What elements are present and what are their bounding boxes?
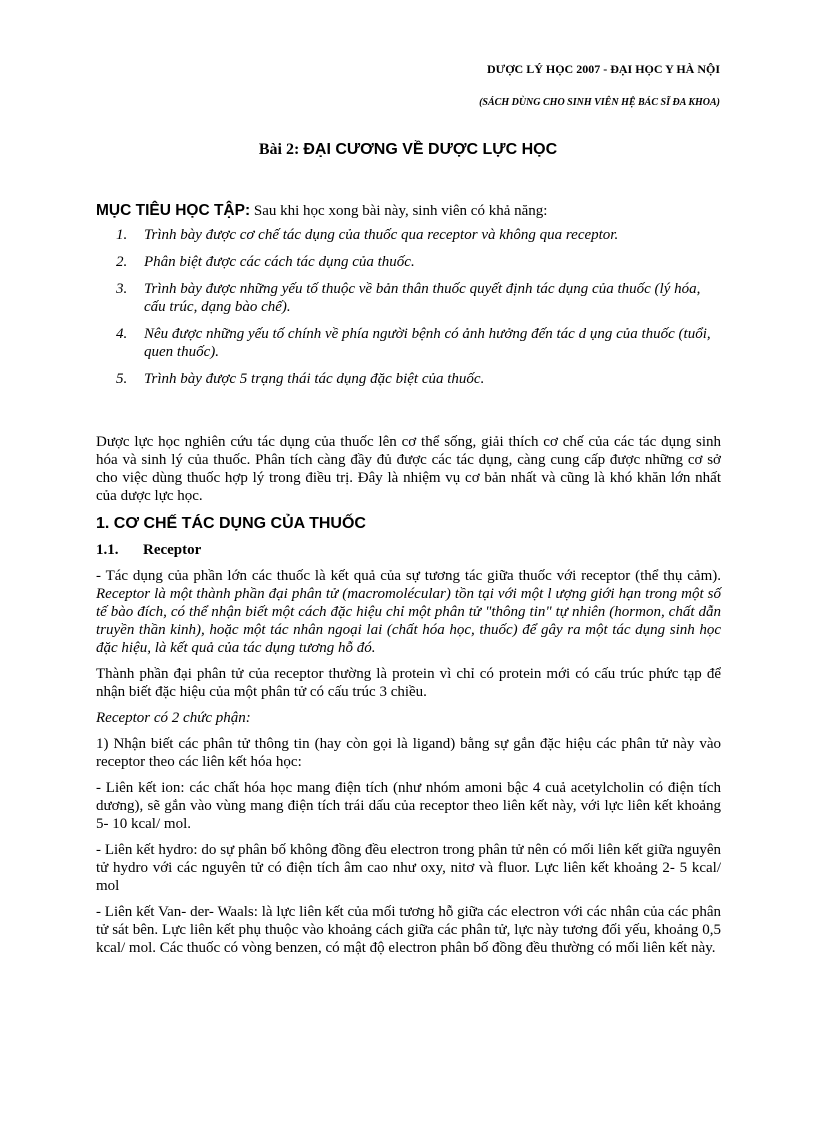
paragraph-hydrogen-bond: - Liên kết hydro: do sự phân bố không đồng đều electron trong phân tử nên có mối liên kết giữa nguyên tử hydro với các nguyên tử có điện tích âm cao như oxy, nitơ và fluor. Lực liên kết khoảng 2- 5 kcal/ mol — [96, 842, 721, 894]
paragraph-van-der-waals: - Liên kết Van- der- Waals: là lực liên kết của mối tương hỗ giữa các electron với các nhân của các phân tử sát bên. Lực liên kết phụ thuộc vào khoảng cách giữa các phân tử, lực này tương đối yếu, khoảng 0,5 kcal/ mol. Các thuốc có vòng benzen, có mật độ electron phân bố đồng đều thường có mối liên kết này. — [96, 904, 721, 956]
title-text: ĐẠI CƯƠNG VỀ DƯỢC LỰC HỌC — [303, 141, 558, 158]
objectives-lead: Sau khi học xong bài này, sinh viên có khả năng: — [250, 203, 548, 219]
paragraph-italic-text: Receptor là một thành phần đại phân tử (macromolécular) tồn tại với một l ượng giới hạn trong một số tế bào đích, có thể nhận biết một cách đặc hiệu chỉ một phân tử "thông tin" tự nhiên (hormon, chất dẫn truyền thần kinh), hoặc một tác nhân ngoại lai (chất hóa học, thuốc) để gây ra một tác dụng sinh học đặc hiệu, là kết quả của tác dụng tương hỗ đó. — [96, 586, 721, 656]
objectives-heading: MỤC TIÊU HỌC TẬP: — [96, 202, 251, 219]
page-title — [0, 141, 816, 159]
intro-paragraph: Dược lực học nghiên cứu tác dụng của thuốc lên cơ thể sống, giải thích cơ chế của các tác dụng sinh hóa và sinh lý của thuốc. Phân tích càng đầy đủ được các tác dụng, càng cung cấp được những cơ sở cho việc dùng thuốc hợp lý trong điều trị. Đây là nhiệm vụ cơ bản nhất và cũng là khó khăn lớn nhất của dược lực học. — [96, 434, 721, 504]
list-item — [96, 226, 721, 244]
list-item — [96, 325, 721, 361]
list-item-text: Trình bày được những yếu tố thuộc về bản thân thuốc quyết định tác dụng của thuốc (lý hóa, cấu trúc, dạng bào chế). — [144, 281, 701, 315]
paragraph-protein: Thành phần đại phân tử của receptor thường là protein vì chỉ có protein mới có cấu trúc phức tạp để nhận biết đặc hiệu của một phân tử có cấu trúc 3 chiều. — [96, 666, 721, 700]
subsection-number: 1.1. — [96, 542, 119, 558]
objectives-list — [96, 226, 721, 388]
book-header: DƯỢC LÝ HỌC 2007 - ĐẠI HỌC Y HÀ NỘI — [487, 62, 720, 76]
subsection-heading — [96, 541, 721, 559]
book-subheader: (SÁCH DÙNG CHO SINH VIÊN HỆ BÁC SĨ ĐA KHOA) — [479, 97, 720, 108]
section-heading: 1. CƠ CHẾ TÁC DỤNG CỦA THUỐC — [96, 515, 366, 532]
list-item-text: Trình bày được 5 trạng thái tác dụng đặc biệt của thuốc. — [144, 371, 485, 387]
paragraph-ligand: 1) Nhận biết các phân tử thông tin (hay còn gọi là ligand) bằng sự gắn đặc hiệu các phân tử này vào receptor theo các liên kết hóa học: — [96, 736, 721, 770]
paragraph-functions: Receptor có 2 chức phận: — [96, 710, 251, 726]
paragraph-text: - Tác dụng của phần lớn các thuốc là kết quả của sự tương tác giữa thuốc với receptor (thể thụ cảm). — [96, 568, 721, 584]
subsection-title: Receptor — [143, 542, 202, 558]
objectives-intro — [96, 202, 721, 220]
document-body — [96, 433, 721, 965]
list-item-number: 4. — [116, 326, 128, 342]
list-item — [96, 370, 721, 388]
title-prefix: Bài 2: — [258, 141, 304, 158]
learning-objectives — [96, 202, 721, 397]
list-item-text: Nêu được những yếu tố chính về phía người bệnh có ảnh hưởng đến tác d ụng của thuốc (tuổi, quen thuốc). — [144, 326, 711, 360]
paragraph-receptor-definition — [96, 567, 721, 657]
list-item-number: 3. — [116, 281, 128, 297]
list-item-text: Trình bày được cơ chế tác dụng của thuốc qua receptor và không qua receptor. — [144, 227, 619, 243]
list-item-text: Phân biệt được các cách tác dụng của thuốc. — [144, 254, 415, 270]
list-item-number: 1. — [116, 227, 128, 243]
list-item — [96, 280, 721, 316]
paragraph-ionic-bond: - Liên kết ion: các chất hóa học mang điện tích (như nhóm amoni bậc 4 cuả acetylcholin có điện tích dương), sẽ gắn vào vùng mang điện tích trái dấu của receptor theo liên kết này, với lực liên kết khoảng 5- 10 kcal/ mol. — [96, 780, 721, 832]
list-item-number: 5. — [116, 371, 128, 387]
list-item — [96, 253, 721, 271]
list-item-number: 2. — [116, 254, 128, 270]
